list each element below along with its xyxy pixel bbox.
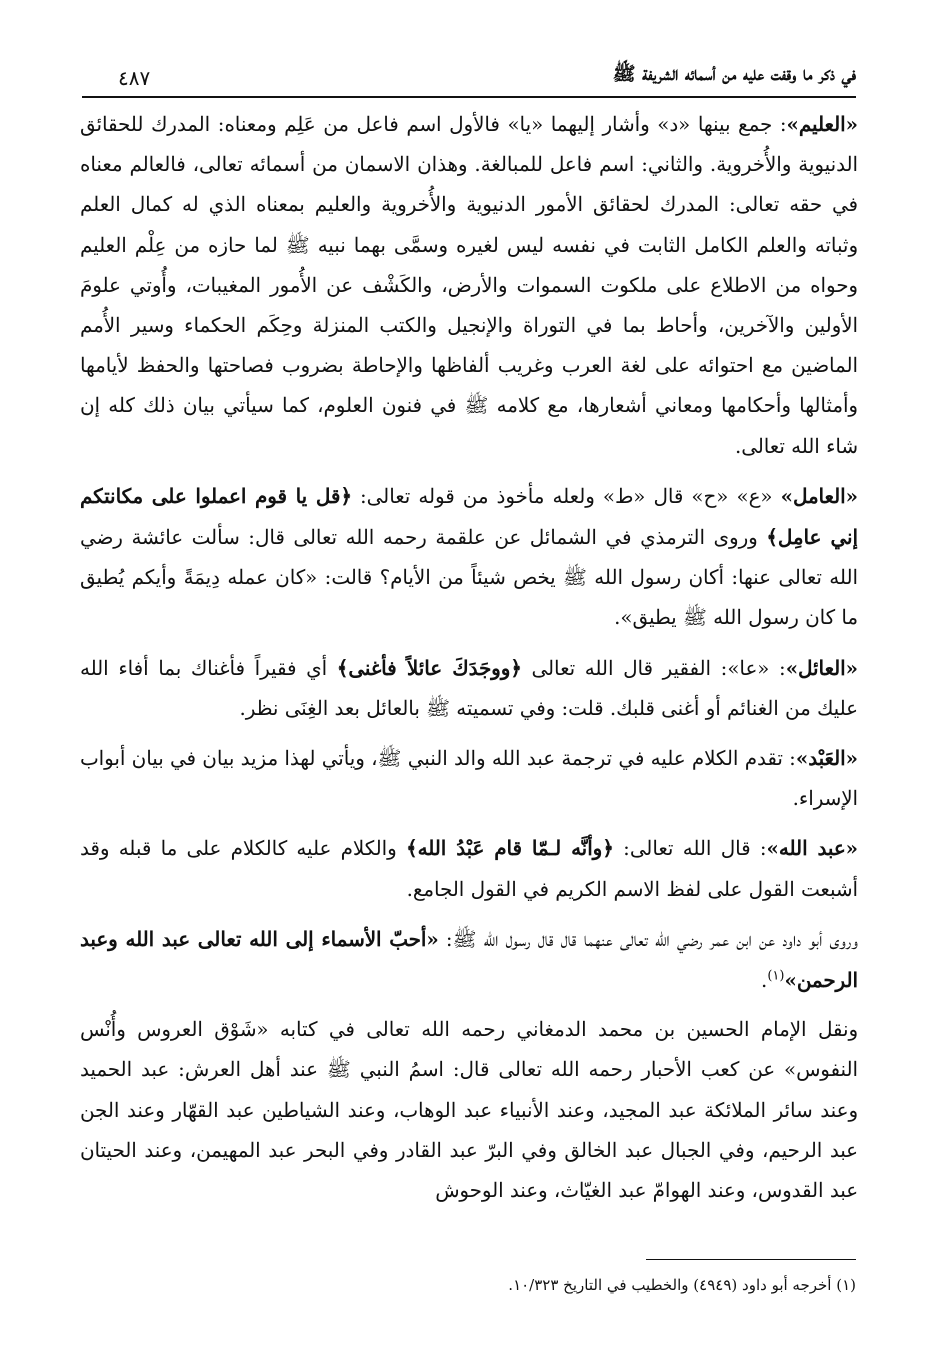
entry-text: «ع» «ح» قال «ط» ولعله مأخوذ من قوله تعالى:	[351, 484, 781, 508]
damghani-paragraph	[80, 1010, 858, 1211]
entry-text: : جمع بينها «د» وأشار إليهما «يا» فالأول اسم فاعل من عَلِم ومعناه: المدرك للحقائق الدنيوية والأُخروية. والثاني: اسم فاعل للمبالغة. وهذان الاسمان من أسمائه تعالى، فالعالم معناه في حقه تعالى: المدرك لحقائق الأمور الدنيوية والأُخروية والعليم بمعناه الذي له كمال العلم وثباته والعلم الكامل الثابت في نفسه ليس لغيره وسمَّى بهما نبيه ﷺ لما حازه من عِلْم العليم وحواه من الاطلاع على ملكوت السموات والأرض، والكَشْف عن الأُمور المغيبات، وأُوتي علومَ الأولين والآخرين، وأحاط بما في التوراة والإنجيل والكتب المنزلة وحِكَم الحكماء وسير الأُمم الماضين مع احتوائه على لغة العرب وغريب ألفاظها والإحاطة بضروب فصاحتها والحفظ لأيامها وأمثالها وأحكامها ومعاني أشعارها، مع كلامه ﷺ في فنون العلوم، كما سيأتي بيان ذلك كله إن شاء الله تعالى.	[80, 113, 858, 458]
hadith-quote: «أحبّ الأسماء إلى الله تعالى عبد الله وعبد الرحمن»	[80, 926, 858, 993]
paragraph-text: وروى أبو داود عن ابن عمر رضي الله تعالى عنهما قال قال رسول الله ﷺ:	[438, 927, 859, 951]
entry-term: «العامل»	[780, 483, 858, 508]
entry-amil	[80, 476, 858, 639]
footnote-marker: (١)	[767, 968, 785, 984]
entry-term: «العليم»	[786, 112, 858, 136]
paragraph-text-continued: .	[761, 969, 768, 993]
running-header	[118, 50, 856, 90]
entry-text-continued: وروى الترمذي في الشمائل عن علقمة رحمه الله تعالى قال: سألت عائشة رضي الله تعالى عنها: أكان رسول الله ﷺ يخص شيئاً من الأيام؟ قالت: «كان عمله دِيمَةً وأيكم يُطيق ما كان رسول الله ﷺ يطيق».	[80, 526, 858, 630]
entry-text: : قال الله تعالى:	[613, 837, 767, 861]
entry-ail	[80, 648, 858, 729]
entry-abdullah	[80, 828, 858, 909]
page-number: ٤٨٧	[118, 66, 151, 90]
header-title: في ذكر ما وقفت عليه من أسمائه الشريفة ﷺ	[612, 63, 856, 85]
entry-term: «العَبْد»	[795, 746, 858, 771]
quran-quote: ﴿قل يا قوم اعملوا على مكانتكم إني عامِل﴾	[80, 483, 858, 550]
paragraph-text: ونقل الإمام الحسين بن محمد الدمغاني رحمه الله تعالى في كتابه «شَوْق العروس وأُنْس النفوس» عن كعب الأحبار رحمه الله تعالى قال: اسمُ النبي ﷺ عند أهل العرش: عبد الحميد وعند سائر الملائكة عبد المجيد، وعند الأنبياء عبد الوهاب، وعند الشياطين عبد القهّار وعند الجن عبد الرحيم، وفي الجبال عبد الخالق وفي البرّ عبد القادر وفي البحر عبد المهيمن، وعند الحيتان عبد القدوس، وعند الهوامّ عبد الغيّاث، وعند الوحوش	[80, 1018, 858, 1203]
entry-alim	[80, 104, 858, 467]
quran-quote: ﴿ووجَدَكَ عائلاً فأغنى﴾	[336, 655, 522, 680]
header-divider	[82, 96, 856, 98]
entry-term: «العائل»	[785, 655, 858, 680]
quran-quote: ﴿وأنَّه لـمّا قام عَبْدُ الله﴾	[406, 836, 614, 861]
entry-term: «عبد الله»	[766, 836, 858, 861]
hadith-paragraph	[80, 919, 858, 1001]
footnote: (١) أخرجه أبو داود (٤٩٤٩) والخطيب في التاريخ ١٠/٣٢٣.	[508, 1276, 856, 1294]
entry-text-continued: أي فقيراً فأغناك بما أفاء الله عليك من الغنائم أو أغنى قلبك. قلت: وفي تسميته ﷺ بالعائل بعد الغِنَى نظر.	[80, 656, 858, 720]
main-text	[80, 104, 858, 1220]
entry-abd	[80, 738, 858, 819]
entry-text: : تقدم الكلام عليه في ترجمة عبد الله والد النبي ﷺ، ويأتي لهذا مزيد بيان في بيان أبواب الإسراء.	[80, 747, 858, 811]
entry-text-continued: والكلام عليه كالكلام على ما قبله وقد أشبعت القول على لفظ الاسم الكريم في القول الجامع.	[80, 837, 858, 901]
entry-text: : «عا»: الفقير قال الله تعالى	[521, 656, 786, 680]
footnote-divider	[646, 1259, 856, 1260]
